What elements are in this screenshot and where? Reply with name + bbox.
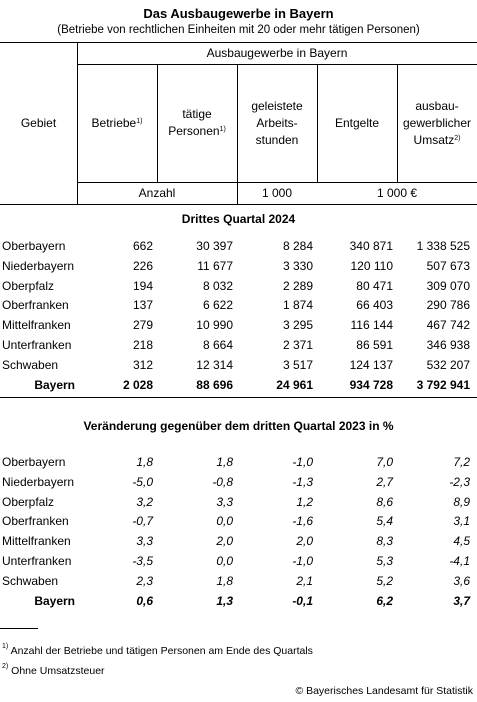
region-name: Oberfranken [2,514,69,529]
cell-value: 2,1 [296,573,313,588]
cell-value: 3,1 [453,514,470,529]
cell-value: -2,3 [449,474,470,489]
cell-value: 1,8 [216,455,233,469]
cell-value: 2 371 [282,338,313,352]
cell-value: -0,7 [132,514,153,529]
header-umsatz: ausbau- gewerblicher Umsatz$^{2)}$ [402,99,472,147]
table-row [0,338,477,358]
header-entgelte: Entgelte [334,116,380,130]
table-row [0,514,477,534]
cell-value: 6,2 [376,593,393,608]
cell-value: 2,0 [216,534,233,549]
table-row [0,574,477,594]
total-row [0,594,477,614]
cell-value: 5,3 [376,554,393,568]
cell-value: 116 144 [350,318,393,333]
cell-value: 194 [132,278,153,293]
region-name: Oberpfalz [2,494,55,509]
cell-value: 3,6 [453,573,470,588]
cell-value: -1,6 [292,514,313,529]
cell-value: 5,4 [376,514,393,529]
cell-value: 3,7 [453,593,470,608]
cell-value: -3,5 [132,554,153,568]
cell-value: 346 938 [426,338,470,352]
region-name: Bayern [34,377,75,392]
cell-value: 137 [132,298,153,313]
total-row [0,378,477,398]
table-row [0,534,477,554]
table-row [0,279,477,299]
cell-value: 3,3 [136,534,153,549]
cell-value: 7,2 [453,455,470,469]
unit-anzahl: Anzahl [138,186,176,200]
cell-value: 3 295 [282,318,313,333]
cell-value: 8 032 [202,278,233,293]
region-name: Schwaben [2,357,59,372]
cell-value: 11 677 [197,258,233,273]
region-name: Schwaben [2,573,59,588]
cell-value: 8,3 [376,534,393,549]
region-name: Bayern [34,593,75,608]
cell-value: 1,3 [216,593,233,608]
cell-value: 1 874 [282,298,313,313]
cell-value: 218 [132,338,153,352]
cell-value: 2,7 [376,474,393,489]
table-row [0,475,477,495]
region-name: Mittelfranken [2,318,71,333]
cell-value: 1,8 [136,455,153,469]
unit-1000-euro: 1 000 € [376,186,418,200]
cell-value: 6 622 [202,298,233,313]
unit-1000: 1 000 [261,186,293,200]
region-name: Niederbayern [2,258,75,273]
table-row [0,495,477,515]
cell-value: 0,0 [216,514,233,529]
cell-value: 3 330 [282,258,313,273]
cell-value: -0,8 [212,474,233,489]
cell-value: -1,0 [292,455,313,469]
cell-value: 0,0 [216,554,233,568]
region-name: Oberpfalz [2,278,55,293]
table-row [0,554,477,574]
header-taetige-personen: tätige Personen$^{1)}$ [168,107,226,138]
cell-value: -4,1 [449,554,470,568]
header-group-label: Ausbaugewerbe in Bayern [206,46,348,60]
cell-value: 66 403 [356,298,393,313]
cell-value: 2 028 [122,377,153,392]
cell-value: -1,3 [292,474,313,489]
region-name: Mittelfranken [2,534,71,549]
region-name: Oberfranken [2,298,69,313]
cell-value: 8 664 [202,338,233,352]
cell-value: 0,6 [136,593,153,608]
cell-value: 4,5 [453,534,470,549]
table-row [0,298,477,318]
page-subtitle: (Betriebe von rechtlichen Einheiten mit 20 oder mehr tätigen Personen) [57,24,420,36]
cell-value: 507 673 [426,258,470,273]
cell-value: 80 471 [356,278,393,293]
cell-value: 3 792 941 [416,377,470,392]
footnote-2: $^{2)}$ Ohne Umsatzsteuer [2,663,105,677]
section-title-veraenderung: Veränderung gegenüber dem dritten Quartal 2023 in % [83,419,394,433]
header-gebiet: Gebiet [20,116,57,130]
cell-value: 7,0 [376,455,393,469]
cell-value: -0,1 [292,593,313,608]
cell-value: 8 284 [282,239,313,253]
cell-value: 1,8 [216,573,233,588]
table-row [0,318,477,338]
cell-value: 2,3 [136,573,153,588]
cell-value: 309 070 [426,278,470,293]
table-row [0,239,477,259]
cell-value: 86 591 [356,338,393,352]
region-name: Unterfranken [2,554,72,568]
cell-value: 3 517 [282,357,313,372]
cell-value: 2 289 [282,278,313,293]
table-row [0,455,477,475]
header-arbeitsstunden: geleistete Arbeits- stunden [251,99,303,147]
cell-value: 312 [132,357,153,372]
cell-value: 10 990 [196,318,233,333]
cell-value: 1,2 [296,494,313,509]
region-name: Oberbayern [2,239,66,253]
region-name: Oberbayern [2,455,66,469]
cell-value: 226 [132,258,153,273]
table-row [0,358,477,378]
region-name: Unterfranken [2,338,72,352]
cell-value: 24 961 [276,377,313,392]
cell-value: 1 338 525 [416,239,470,253]
section-title-q3-2024: Drittes Quartal 2024 [181,212,296,226]
region-name: Niederbayern [2,474,75,489]
cell-value: 124 137 [349,357,393,372]
header-betriebe: Betriebe$^{1)}$ [91,116,143,130]
cell-value: 88 696 [196,377,233,392]
cell-value: 5,2 [376,573,393,588]
cell-value: -1,0 [292,554,313,568]
cell-value: 2,0 [296,534,313,549]
cell-value: 120 110 [350,258,393,273]
cell-value: 290 786 [426,298,470,313]
cell-value: 467 742 [426,318,470,333]
page-title: Das Ausbaugewerbe in Bayern [143,6,334,21]
cell-value: 30 397 [196,239,233,253]
footnote-1: $^{1)}$ Anzahl der Betriebe und tätigen Personen am Ende des Quartals [2,643,313,657]
cell-value: 3,2 [136,494,153,509]
cell-value: 8,6 [376,494,393,509]
cell-value: 279 [132,318,153,333]
cell-value: -5,0 [132,474,153,489]
cell-value: 934 728 [349,377,393,392]
cell-value: 12 314 [196,357,233,372]
cell-value: 532 207 [426,357,470,372]
cell-value: 662 [132,239,153,253]
cell-value: 3,3 [216,494,233,509]
table-row [0,259,477,279]
cell-value: 340 871 [349,239,393,253]
copyright-notice: © Bayerisches Landesamt für Statistik [295,685,473,697]
cell-value: 8,9 [453,494,470,509]
